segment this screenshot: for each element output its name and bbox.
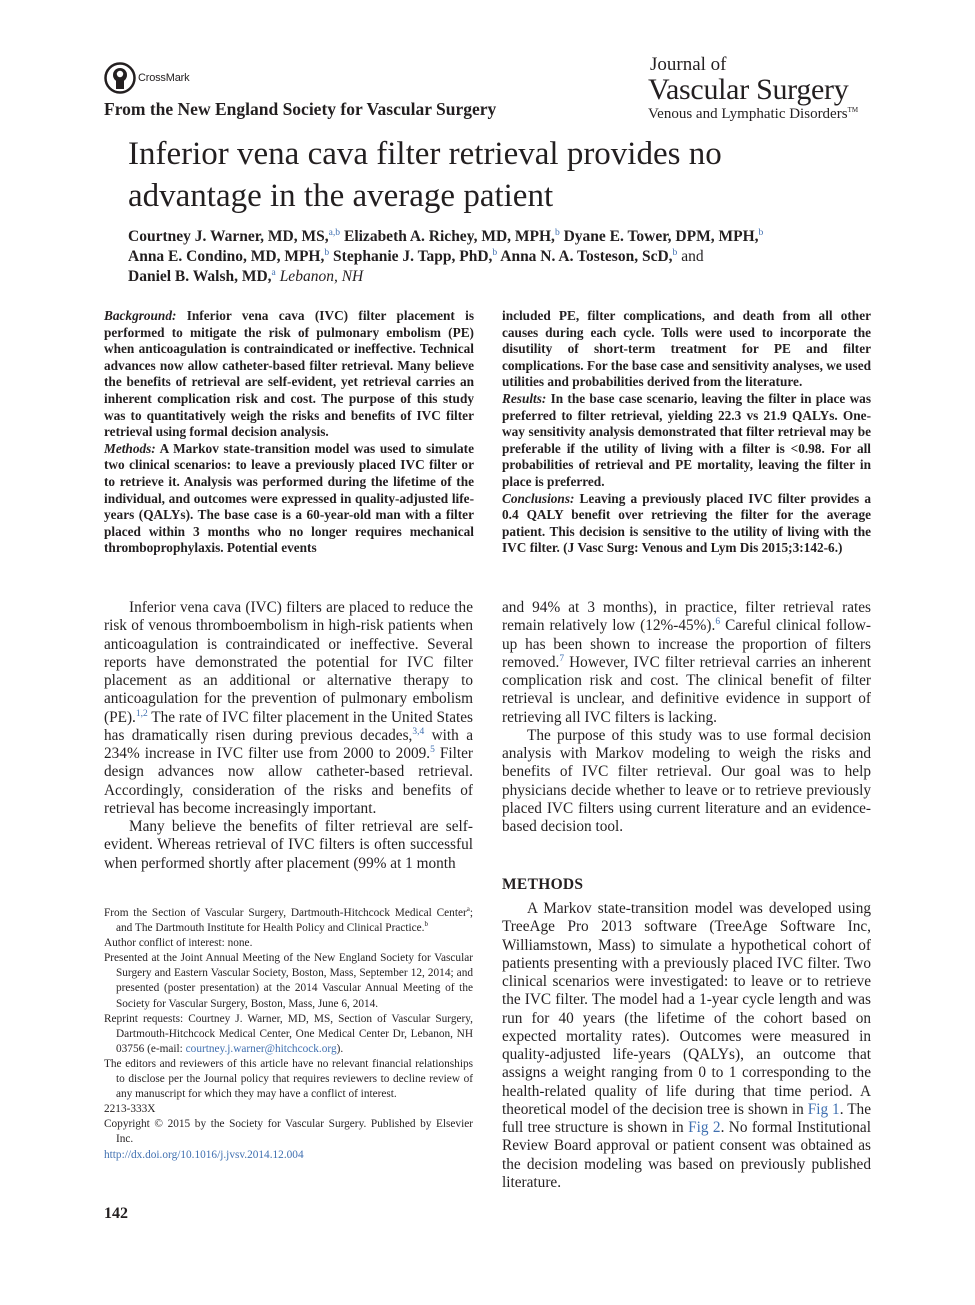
title-line-1: Inferior vena cava filter retrieval provides no [128, 136, 722, 172]
footnote-text: From the Section of Vascular Surgery, Dartmouth-Hitchcock Medical Center [104, 907, 467, 919]
affiliation-link[interactable]: a [271, 266, 276, 278]
abstract-conclusions [502, 491, 871, 557]
footnote: Author conflict of interest: none. [104, 937, 253, 950]
author-name: Elizabeth A. Richey, MD, MPH, [343, 228, 555, 245]
email-link[interactable]: courtney.j.warner@hitchcock.org [185, 1042, 337, 1055]
footnote-text: ; and The Dartmouth Institute for Health Policy and Clinical Practice. [116, 907, 473, 935]
article-title [128, 133, 888, 217]
author-list [128, 227, 848, 287]
footnote-text: Reprint requests: Courtney J. Warner, MD, MS, Section of Vascular Surgery, Dartmouth-Hitchcock Medical Center, One Medical Center Dr, Lebanon, NH 03756 (e-mail: [104, 1012, 473, 1055]
body-paragraph [104, 599, 473, 818]
author-line-2 [128, 247, 848, 267]
body-right-column [502, 599, 871, 836]
author-line-3 [128, 267, 848, 287]
author-name: Anna N. A. Tosteson, ScD, [500, 248, 673, 265]
figure-link[interactable]: Fig 2 [688, 1119, 721, 1136]
footnotes [104, 906, 473, 1163]
body-text: with a 234% increase in IVC filter use from 2000 to 2009. [104, 726, 474, 762]
methods-column [502, 900, 871, 1192]
abstract-right-column [502, 308, 871, 557]
author-name: Courtney J. Warner, MD, MS, [128, 228, 329, 245]
author-name: Anna E. Condino, MD, MPH, [128, 248, 325, 265]
body-paragraph [502, 900, 871, 1192]
body-text: The rate of IVC filter placement in the United States has dramatically risen during previous decades, [104, 708, 473, 744]
title-line-2: advantage in the average patient [128, 178, 554, 214]
reference-link[interactable]: 1,2 [135, 708, 148, 719]
abstract-results [502, 391, 871, 491]
copyright: Copyright © 2015 by the Society for Vascular Surgery. Published by Elsevier Inc. [104, 1118, 473, 1146]
affiliation-link[interactable]: b [324, 246, 330, 258]
reference-link[interactable]: 5 [430, 744, 435, 755]
affiliation-link[interactable]: b [492, 246, 498, 258]
body-text: However, IVC filter retrieval carries an inherent complication risk and cost. The clinical benefit of filter retrieval is unclear, and definitive evidence in support of retrieving all IVC filters is lacking. [502, 653, 871, 726]
footnote: Presented at the Joint Annual Meeting of the New England Society for Vascular Surgery and Eastern Vascular Society, Boston, Mass, September 12, 2014; and presented (poster presentation) at the 2014 Vascular Annual Meeting of the Society for Vascular Surgery, Boston, Mass, June 6, 2014. [104, 952, 473, 1010]
conclusions-text: Leaving a previously placed IVC filter provides a 0.4 QALY benefit over retrieving the filter for the average patient. This decision is sensitive to the utility of living with the IVC filter. (J Vasc Surg: Venous and Lym Dis 2015;3:142-6.) [502, 490, 871, 556]
author-name: Daniel B. Walsh, MD, [128, 268, 272, 285]
author-and: and [681, 248, 704, 265]
footnote-text: ). [336, 1042, 344, 1055]
footnote-sup: a [466, 905, 470, 914]
footnote [104, 906, 473, 936]
journal-name-line3 [648, 105, 878, 123]
crossmark-icon[interactable] [104, 62, 136, 94]
abstract-methods-cont: included PE, filter complications, and death from all other causes during each cycle. Tolls were used to incorporate the disutility of short-term treatment for PE and filter complications. For the base case and sensitivity analyses, we used utilities and probabilities derived from the literature. [502, 308, 871, 390]
methods-label: Methods: [104, 440, 156, 456]
results-text: In the base case scenario, leaving the filter in place was preferred to filter retrieval, yielding 22.3 vs 21.9 QALYs. One-way sensitivity analysis demonstrated that filter retrieval may be preferable if the utility of living with a filter is <0.98. For all probabilities of retrieval and PE mortality, leaving the filter in place is preferred. [502, 390, 871, 489]
trademark: TM [847, 106, 859, 114]
body-paragraph: Many believe the benefits of filter retrieval are self-evident. Whereas retrieval of IVC filters is often successful when performed shortly after placement (99% at 1 month [104, 818, 473, 872]
author-name: Stephanie J. Tapp, PhD, [333, 248, 493, 265]
affiliation-link[interactable]: b [758, 226, 764, 238]
society-heading: From the New England Society for Vascular Surgery [104, 99, 497, 119]
footnote [104, 1012, 473, 1057]
body-text: Careful clinical follow-up has been shown to increase the proportion of filters removed. [502, 617, 871, 671]
body-text: and 94% at 3 months), in practice, filter retrieval rates remain relatively low (12%-45%). [502, 599, 871, 635]
body-text: A Markov state-transition model was developed using TreeAge Pro 2013 software (TreeAge Software Inc, Williamstown, Mass) to simulate a hypothetical cohort of patients presenting with a previously placed IVC filter. Two clinical scenarios were investigated: to leave or to retrieve the IVC filter. The model had a 1-year cycle length and was run for 40 years (the lifetime of the cohort based on expected mortality rates). Outcomes were measured in quality-adjusted life-years (QALYs), an outcome that assigns a weight ranging from 0 to 1 corresponding to the health-related quality of life during that time period. A theoretical model of the decision tree is shown in [502, 900, 871, 1118]
body-text: Inferior vena cava (IVC) filters are placed to reduce the risk of venous thromboembolism in high-risk patients when anticoagulation is contraindicated or ineffective. Several reports have demonstrated the potential for IVC filter placement as an additional or alternative therapy to anticoagulation for the prevention of pulmonary embolism (PE). [104, 599, 473, 726]
journal-logo [648, 55, 878, 123]
reference-link[interactable]: 7 [559, 653, 565, 664]
issn: 2213-333X [104, 1103, 156, 1116]
figure-link[interactable]: Fig 1 [807, 1100, 840, 1118]
author-line-1 [128, 227, 848, 247]
reference-link[interactable]: 3,4 [412, 726, 425, 737]
footnote: The editors and reviewers of this article have no relevant financial relationships to disclose per the Journal policy that requires reviewers to decline review of any manuscript for which they may have a conflict of interest. [104, 1057, 473, 1101]
journal-name-line2: Vascular Surgery [648, 73, 849, 106]
page-number: 142 [104, 1205, 128, 1222]
footnote-sup: b [424, 920, 428, 929]
methods-text: A Markov state-transition model was used to simulate two clinical scenarios: to leave a previously placed IVC filter or to retrieve it. Analysis was performed during the lifetime of the individual, and outcomes were expressed in quality-adjusted life-years (QALYs). The base case is a 60-year-old man with a filter placed within 3 months who no longer requires mechanical thromboprophylaxis. Potential events [104, 440, 474, 556]
author-location: Lebanon, NH [279, 268, 364, 285]
abstract-left-column [104, 308, 474, 557]
body-paragraph: The purpose of this study was to use formal decision analysis with Markov modeling to weigh the risks and benefits of IVC filter retrieval. Our goal was to help physicians decide whether to leave or to retrieve previously placed IVC filters using current literature and an evidence-based decision tool. [502, 726, 871, 835]
affiliation-link[interactable]: b [672, 246, 678, 258]
journal-subtitle: Venous and Lymphatic Disorders [648, 106, 848, 122]
results-label: Results: [502, 390, 547, 406]
affiliation-link[interactable]: a,b [328, 226, 341, 238]
body-text: . No formal Institutional Review Board approval or patient consent was obtained as the decision modeling was based on previously published literature. [502, 1119, 871, 1191]
journal-name-line1: Journal of [650, 54, 727, 75]
abstract-methods [104, 441, 474, 557]
abstract-background [104, 308, 474, 441]
methods-heading: METHODS [502, 876, 584, 893]
reference-link[interactable]: 6 [715, 617, 721, 628]
background-text: Inferior vena cava (IVC) filter placement is performed to mitigate the risk of pulmonary embolism (PE) when anticoagulation is contraindicated or ineffective. Technical advances now allow catheter-based filter retrieval. Many believe the benefits of retrieval are self-evident, yet retrieval carries an inherent complication risk and cost. The purpose of this study was to quantitatively weigh the risks and benefits of IVC filter retrieval using formal decision analysis. [104, 308, 475, 440]
background-label: Background: [104, 308, 177, 323]
affiliation-link[interactable]: b [554, 226, 560, 238]
conclusions-label: Conclusions: [502, 490, 575, 506]
body-left-column [104, 599, 473, 873]
doi-link[interactable]: http://dx.doi.org/10.1016/j.jvsv.2014.12.004 [104, 1148, 304, 1161]
body-text: . The full tree structure is shown in [502, 1100, 871, 1136]
crossmark-label[interactable]: CrossMark [138, 72, 190, 84]
author-name: Dyane E. Tower, DPM, MPH, [563, 228, 759, 245]
body-paragraph [502, 599, 871, 727]
body-text: Filter design advances now allow catheter-based retrieval. Accordingly, consideration of the risks and benefits of retrieval has become increasingly important. [104, 745, 474, 817]
